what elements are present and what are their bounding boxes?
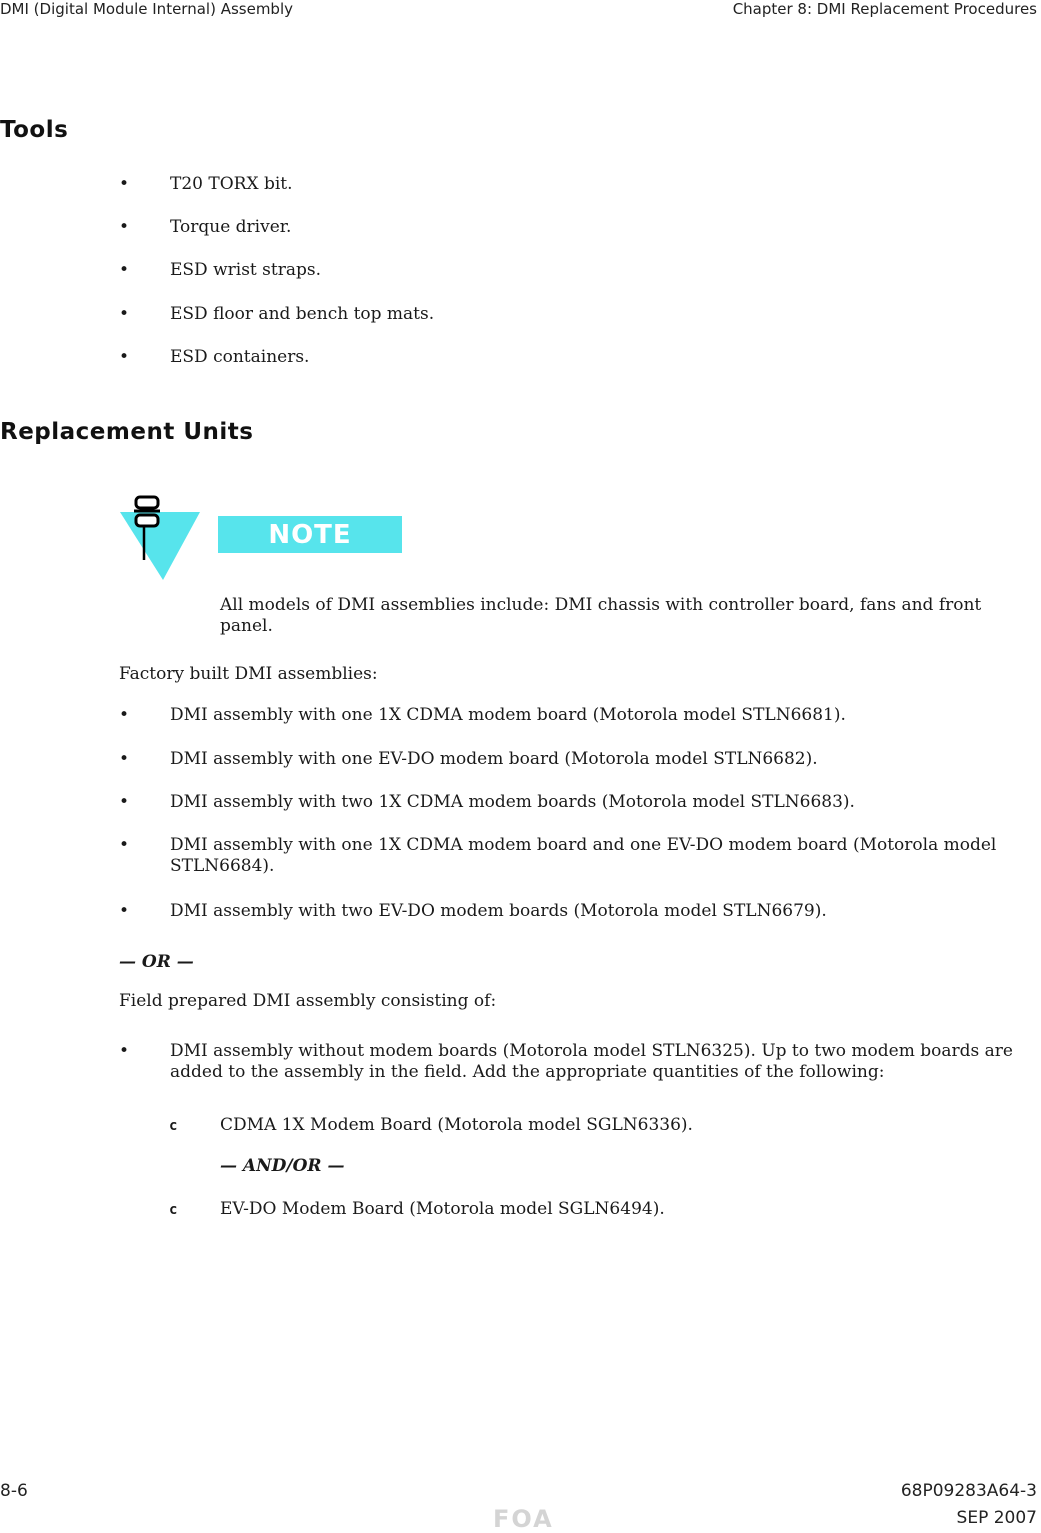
bullet-icon: •: [119, 835, 130, 855]
publication-date: SEP 2007: [956, 1508, 1037, 1528]
running-header-right: Chapter 8: DMI Replacement Procedures: [732, 0, 1037, 18]
replacement-units-heading: Replacement Units: [0, 419, 254, 445]
or-separator: — OR —: [119, 952, 194, 972]
bullet-icon: •: [119, 1041, 130, 1061]
pushpin-icon: [118, 494, 202, 582]
factory-intro: Factory built DMI assemblies:: [119, 664, 378, 684]
bullet-icon: •: [119, 304, 130, 324]
tools-heading: Tools: [0, 117, 69, 143]
bullet-icon: •: [119, 260, 130, 280]
document-number: 68P09283A64-3: [900, 1481, 1037, 1501]
bullet-icon: •: [119, 792, 130, 812]
note-label: NOTE: [218, 516, 402, 553]
and-or-separator: — AND/OR —: [220, 1156, 345, 1176]
bullet-icon: •: [119, 901, 130, 921]
foa-watermark: FOA: [493, 1505, 554, 1533]
bullet-icon: •: [119, 174, 130, 194]
bullet-icon: •: [119, 217, 130, 237]
bullet-icon: •: [119, 347, 130, 367]
field-intro: Field prepared DMI assembly consisting of:: [119, 991, 497, 1011]
sub-bullet-icon: c: [169, 1118, 178, 1134]
bullet-icon: •: [119, 749, 130, 769]
bullet-icon: •: [119, 705, 130, 725]
note-text: All models of DMI assemblies include: DMI chassis with controller board, fans and front panel.: [220, 595, 982, 636]
page-number: 8-6: [0, 1481, 28, 1501]
running-header-left: DMI (Digital Module Internal) Assembly: [0, 0, 293, 18]
sub-bullet-icon: c: [169, 1202, 178, 1218]
